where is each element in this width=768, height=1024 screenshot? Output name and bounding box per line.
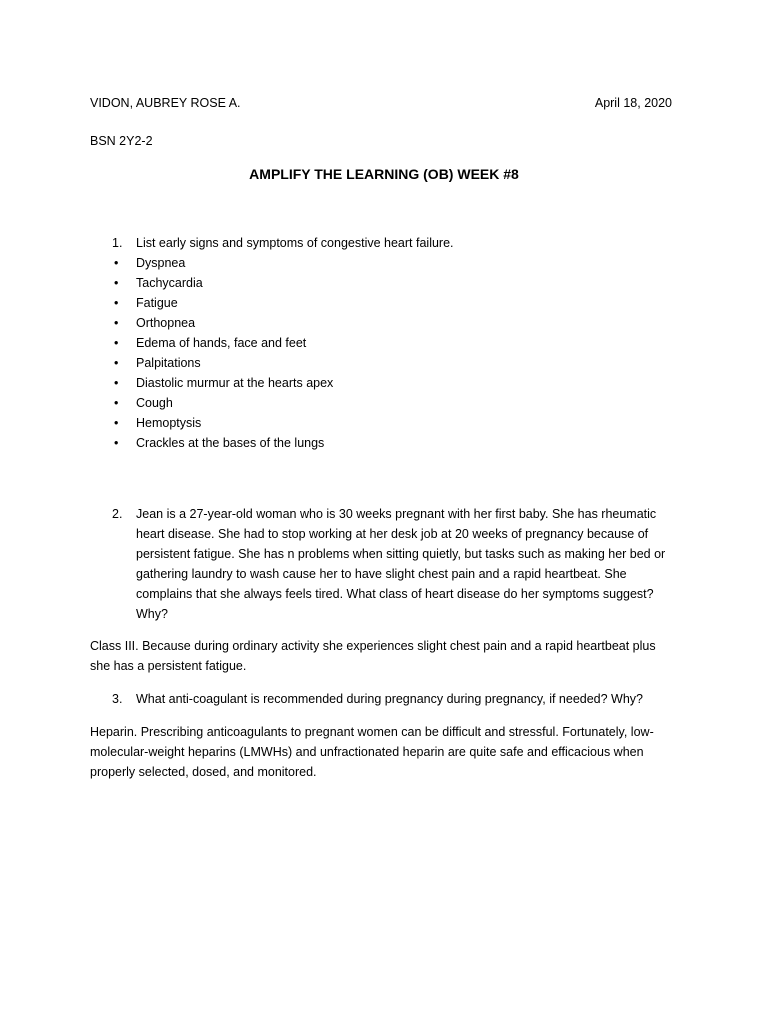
bullet-icon: • [114,416,119,430]
list-item: • Dyspnea [90,253,672,273]
student-section: BSN 2Y2-2 [90,134,153,148]
question-2-text: Jean is a 27-year-old woman who is 30 weeks pregnant with her first baby. She has rheumatic heart disease. She had to stop working at her desk job at 20 weeks of pregnancy because of persistent fatigue. She has n problems when sitting quietly, but tasks such as making her bed or gathering laundry to wash cause her to have slight chest pain and a rapid heartbeat. She complains that she always feels tired. What class of heart disease do her symptoms suggest? Why? [136,507,666,621]
bullet-icon: • [114,396,119,410]
question-1 [90,233,672,453]
question-1-prompt [90,233,672,253]
bullet-icon: • [114,336,119,350]
document-date: April 18, 2020 [594,96,672,110]
bullet-icon: • [114,436,119,450]
bullet-icon: • [114,376,119,390]
symptom-list [90,253,672,453]
list-item: • Cough [90,393,672,413]
header-row [90,93,672,113]
list-item: • Fatigue [90,293,672,313]
document-title: AMPLIFY THE LEARNING (OB) WEEK #8 [249,166,519,182]
answer-3: Heparin. Prescribing anticoagulants to pregnant women can be difficult and stressful. Fortunately, low-molecular-weight heparins (LMWHs) and unfractionated heparin are quite safe and efficacious when properly selected, dosed, and monitored. [90,725,654,779]
question-3-number: 3. [112,692,123,706]
answer-2: Class III. Because during ordinary activity she experiences slight chest pain and a rapid heartbeat plus she has a persistent fatigue. [90,639,656,673]
list-item: • Hemoptysis [90,413,672,433]
student-name: VIDON, AUBREY ROSE A. [90,96,241,110]
bullet-icon: • [114,256,119,270]
question-3-prompt [90,689,672,709]
list-item: • Diastolic murmur at the hearts apex [90,373,672,393]
list-item: • Palpitations [90,353,672,373]
question-1-text: List early signs and symptoms of congestive heart failure. [136,236,454,250]
list-item: • Orthopnea [90,313,672,333]
question-3-text: What anti-coagulant is recommended during pregnancy during pregnancy, if needed? Why? [136,692,644,706]
list-item: • Crackles at the bases of the lungs [90,433,672,453]
question-2 [90,504,672,624]
list-item: • Edema of hands, face and feet [90,333,672,353]
question-1-number: 1. [112,236,123,250]
question-2-number: 2. [112,507,123,521]
bullet-icon: • [114,276,119,290]
bullet-icon: • [114,296,119,310]
bullet-icon: • [114,316,119,330]
bullet-icon: • [114,356,119,370]
question-3 [90,689,672,709]
list-item: • Tachycardia [90,273,672,293]
question-2-prompt [90,504,672,624]
